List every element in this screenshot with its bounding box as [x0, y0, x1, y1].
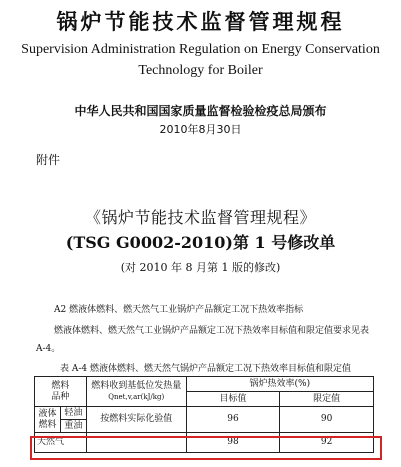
header-heating-value: 燃料收到基低位发热量 Qnet,v,ar(kJ/kg) — [86, 377, 186, 407]
liquid-fuel-label: 液体 燃料 — [35, 407, 61, 433]
natural-gas-row-highlight — [30, 436, 382, 460]
paragraph-line1: 燃液体燃料、燃天然气工业锅炉产品额定工况下热效率目标值和限定值要求见表 — [54, 326, 370, 336]
oil-limit-value: 90 — [280, 407, 374, 433]
paragraph-line2: A-4。 — [36, 344, 61, 354]
attachment-label: 附件 — [36, 153, 61, 167]
section-a2-heading: A2 燃液体燃料、燃天然气工业锅炉产品额定工况下热效率指标 — [54, 305, 304, 315]
header-fuel-type: 燃料 品种 — [35, 377, 87, 407]
header-limit: 限定值 — [280, 392, 374, 407]
issue-date: 2010年8月30日 — [159, 123, 242, 136]
issuer: 中华人民共和国国家质量监督检验检疫总局颁布 — [74, 104, 327, 118]
document-title: 锅炉节能技术监督管理规程 — [56, 10, 345, 34]
natural-gas-label: 天然气 — [35, 433, 87, 453]
header-target: 目标值 — [186, 392, 280, 407]
amendment-title-line1: 《锅炉节能技术监督管理规程》 — [84, 208, 316, 227]
english-title-line2: Technology for Boiler — [138, 63, 263, 78]
table-caption: 表 A-4 燃液体燃料、燃天然气锅炉产品额定工况下热效率目标值和限定值 — [60, 364, 351, 374]
oil-target-value: 96 — [186, 407, 280, 433]
heavy-oil-label: 重油 — [60, 420, 86, 433]
heating-value-note: 按燃料实际化验值 — [86, 407, 186, 433]
light-oil-label: 轻油 — [60, 407, 86, 420]
amendment-note: (对 2010 年 8 月第 1 版的修改) — [120, 261, 281, 274]
english-title-line1: Supervision Administration Regulation on Energy Conservation — [21, 42, 380, 57]
header-boiler-efficiency: 锅炉热效率(%) — [186, 377, 373, 392]
amendment-title-line2: (TSG G0002-2010)第 1 号修改单 — [65, 233, 336, 252]
natural-gas-target-value: 98 — [186, 433, 280, 453]
natural-gas-limit-value: 92 — [280, 433, 374, 453]
